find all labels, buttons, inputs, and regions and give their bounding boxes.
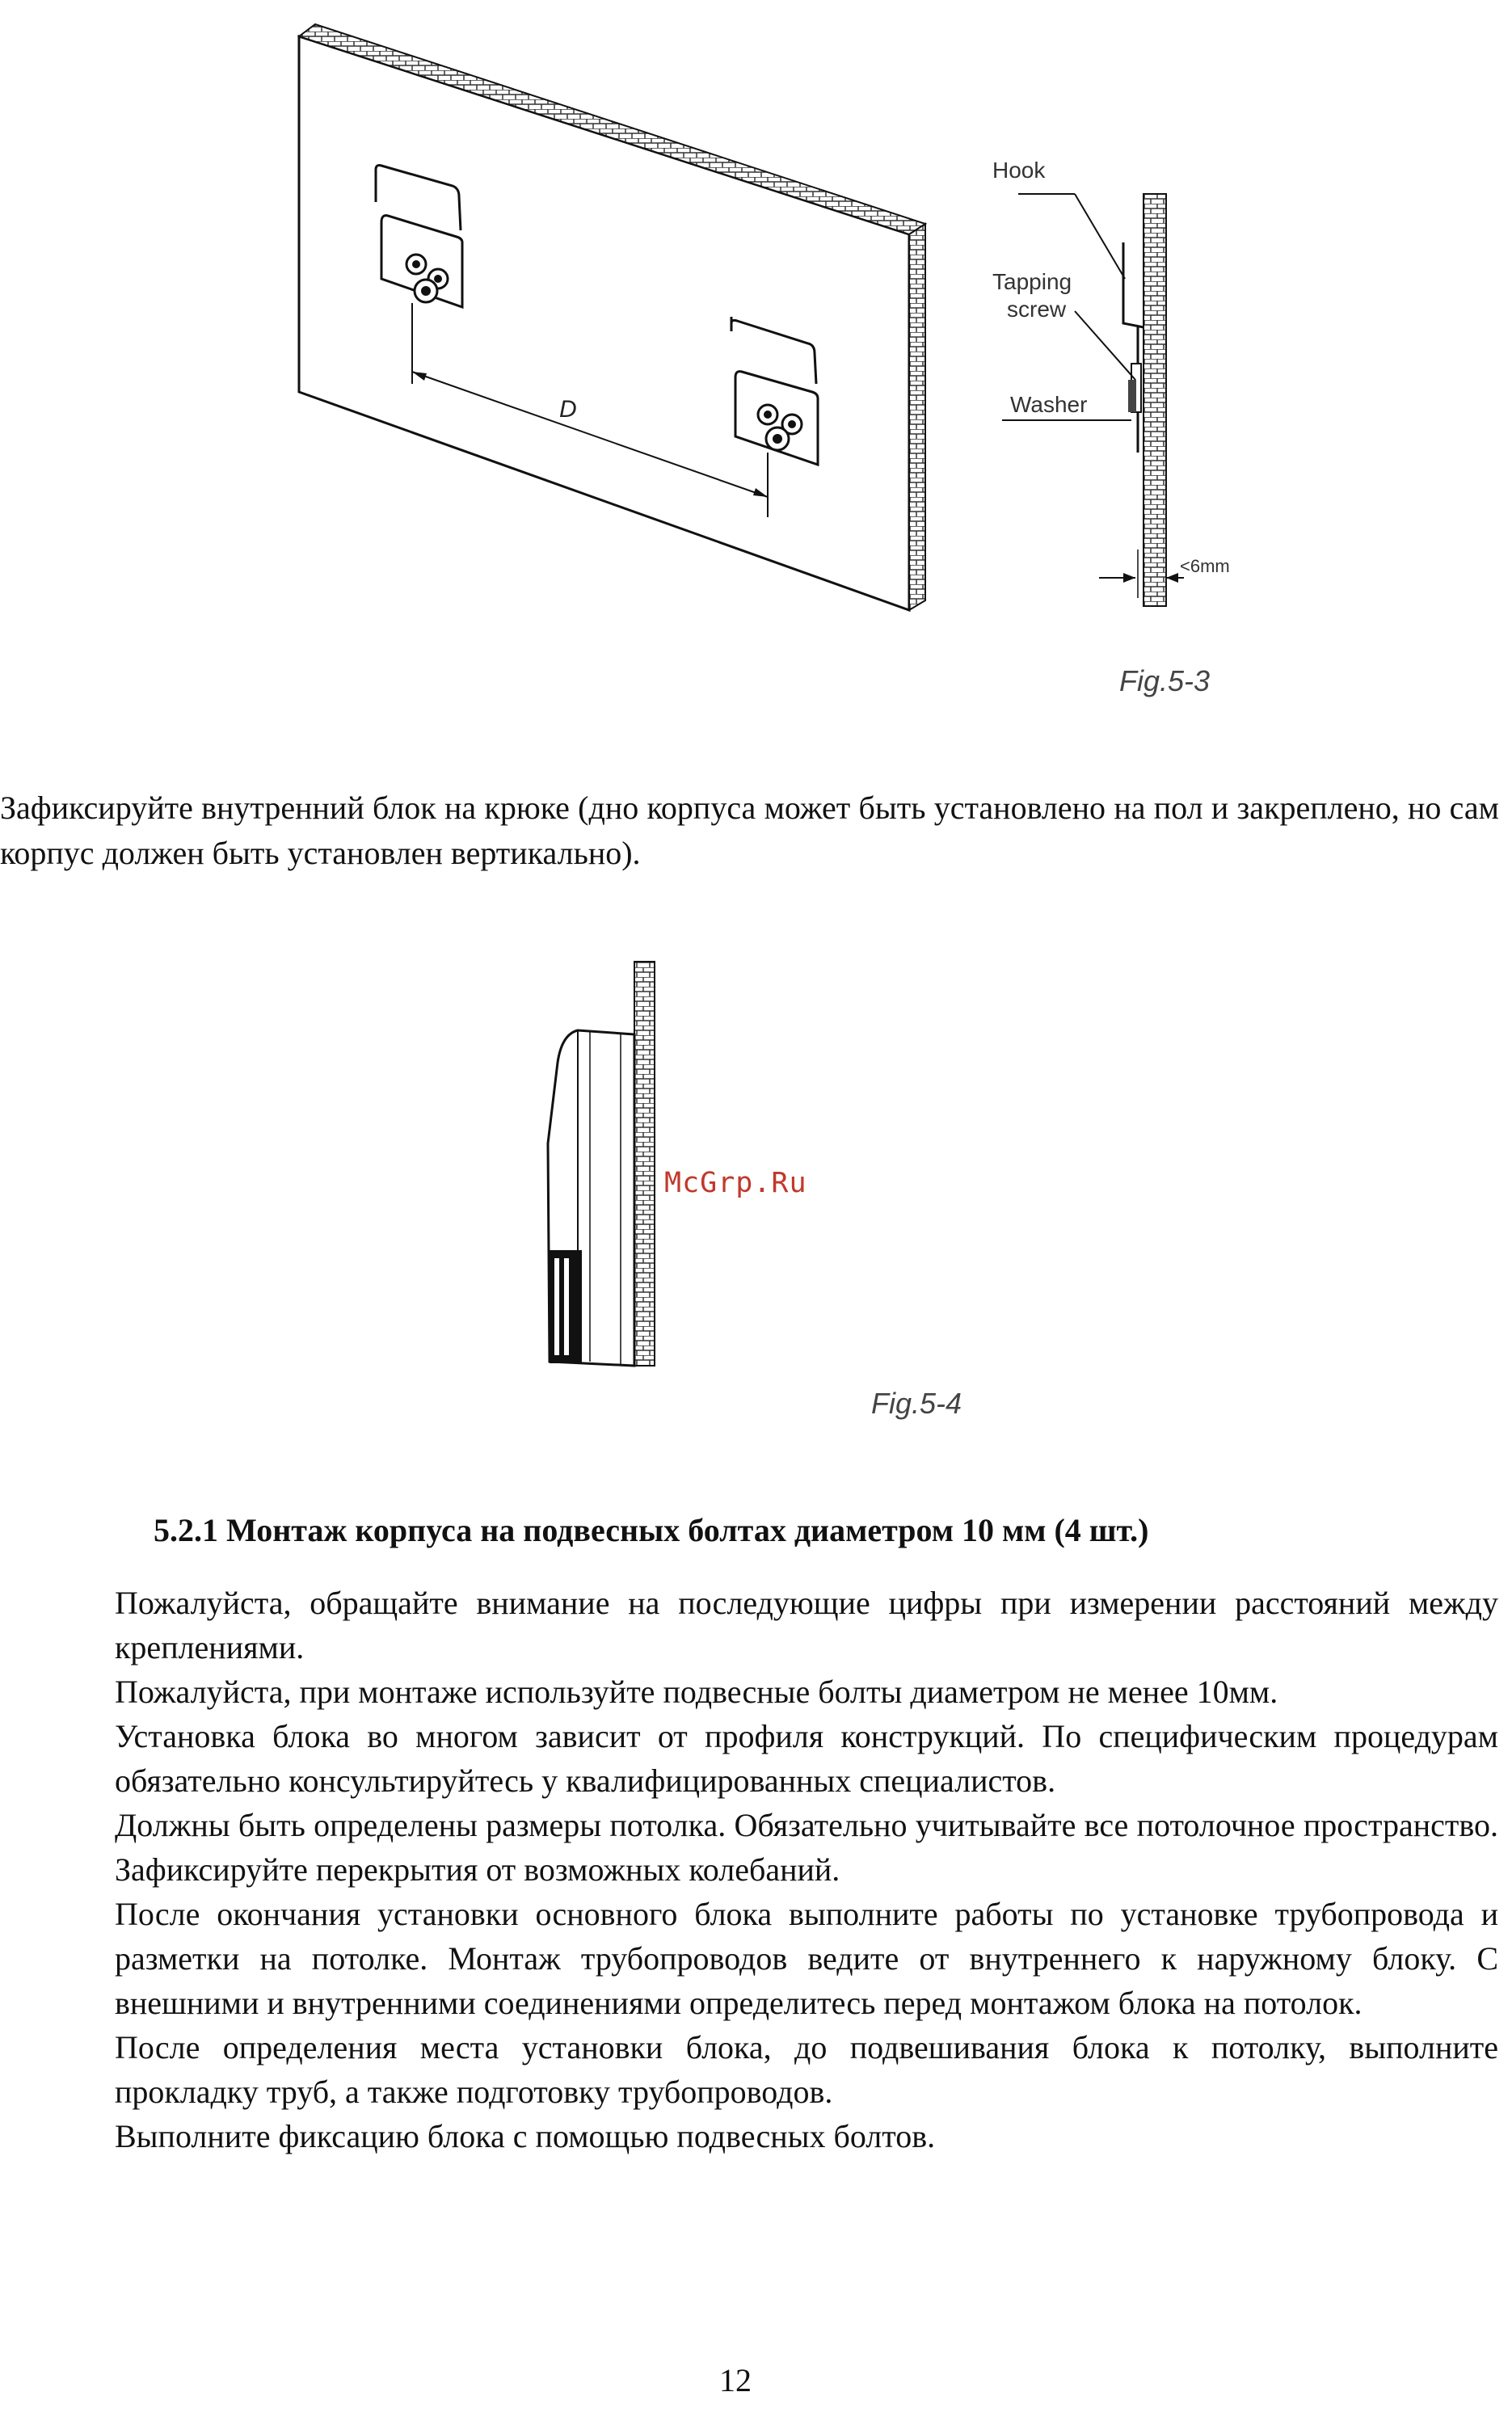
tapping-screw-callout-2: screw — [1007, 297, 1067, 322]
hook-callout: Hook — [992, 158, 1046, 183]
paragraph: После окончания установки основного блока выполните работы по установке трубопровода и разметки на потолке. Монтаж трубопроводов ведите от внутреннего к наружному блоку. С внешними и внутренними соединениями определитесь перед монтажом блока на потолок. — [115, 1896, 1498, 2021]
paragraph: После определения места установки блока, до подвешивания блока к потолку, выполните прокладку труб, а также подготовку трубопроводов. — [115, 2029, 1498, 2110]
figure-wall-hooks — [283, 12, 929, 626]
section-body — [115, 1581, 1498, 2158]
figure-hook-detail — [970, 145, 1261, 614]
section-heading: 5.2.1 Монтаж корпуса на подвесных болтах диаметром 10 мм (4 шт.) — [154, 1512, 1149, 1548]
washer-callout: Washer — [1010, 392, 1088, 417]
figure-unit-on-wall — [533, 958, 671, 1374]
figure-caption-5-4: Fig.5-4 — [871, 1387, 962, 1420]
tapping-screw-callout-1: Tapping — [992, 269, 1072, 294]
figure-caption-5-3: Fig.5-3 — [1119, 664, 1211, 697]
paragraph: Пожалуйста, при монтаже используйте подвесные болты диаметром не менее 10мм. — [115, 1674, 1278, 1710]
watermark: McGrp.Ru — [664, 1167, 807, 1199]
gap-callout: <6mm — [1180, 556, 1230, 576]
paragraph: Установка блока во многом зависит от профиля конструкций. По специфическим процедурам обязательно консультируйтесь у квалифицированных специалистов. — [115, 1718, 1498, 1799]
distance-label: D — [559, 396, 577, 423]
paragraph: Пожалуйста, обращайте внимание на последующие цифры при измерении расстояний между креплениями. — [115, 1585, 1498, 1666]
paragraph: Должны быть определены размеры потолка. Обязательно учитывайте все потолочное пространство. Зафиксируйте перекрытия от возможных колебаний. — [115, 1807, 1498, 1888]
page-number: 12 — [719, 2362, 752, 2398]
paragraph: Выполните фиксацию блока с помощью подвесных болтов. — [115, 2118, 936, 2154]
intro-paragraph: Зафиксируйте внутренний блок на крюке (дно корпуса может быть установлено на пол и закреплено, но сам корпус должен быть установлен вертикально). — [0, 790, 1499, 871]
